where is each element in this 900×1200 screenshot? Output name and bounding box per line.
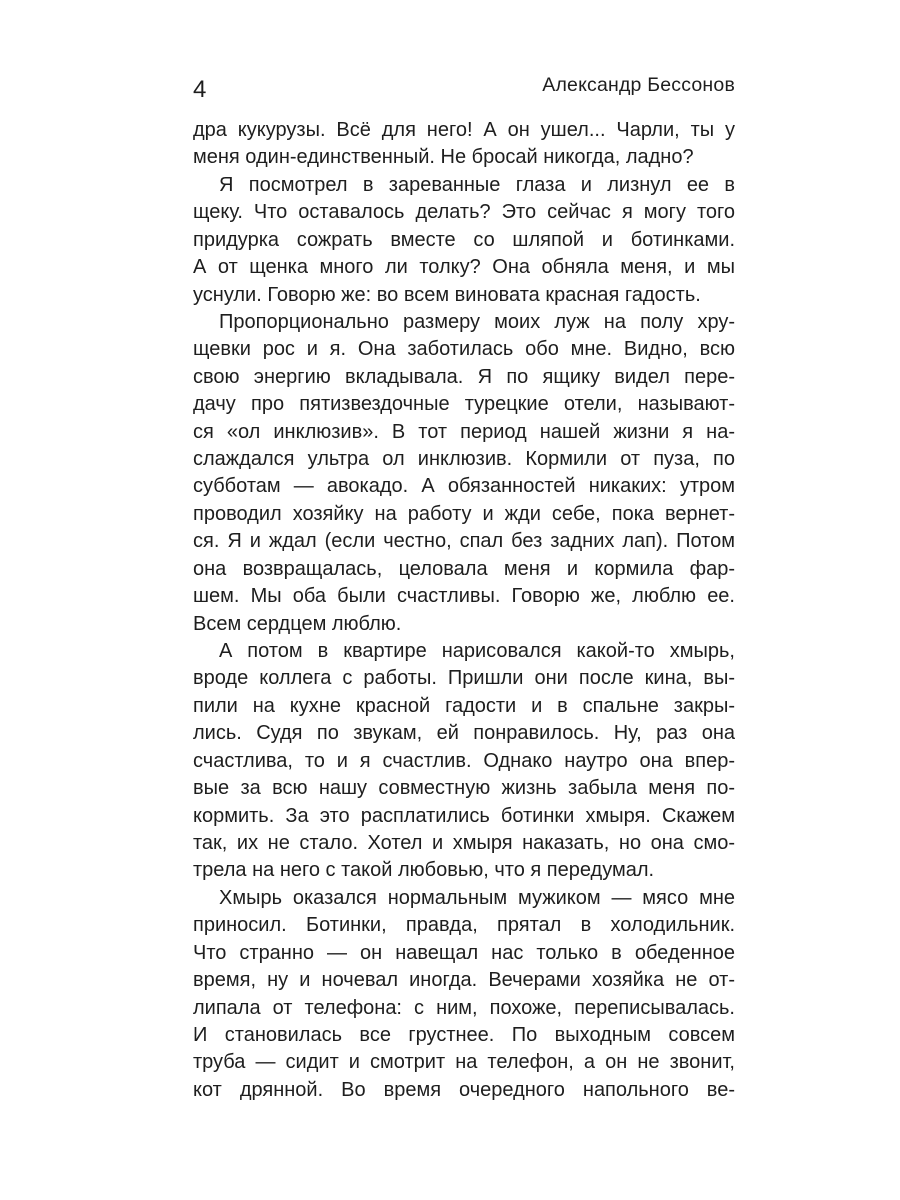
text-line: щевки рос и я. Она заботилась обо мне. Видно, всю xyxy=(193,338,735,361)
text-line: счастлива, то и я счастлив. Однако наутро она впер- xyxy=(193,749,735,772)
text-line: А потом в квартире нарисовался какой-то хмырь, xyxy=(219,640,735,663)
text-line: И становилась все грустнее. По выходным совсем xyxy=(193,1023,735,1046)
paragraph xyxy=(193,309,735,638)
text-line: она возвращалась, целовала меня и кормила фар- xyxy=(193,557,735,580)
text-line: ся. Я и ждал (если честно, спал без задних лап). Потом xyxy=(193,530,735,553)
text-line: кормить. За это расплатились ботинки хмыря. Скажем xyxy=(193,804,735,827)
text-line: уснули. Говорю же: во всем виновата красная гадость. xyxy=(193,283,701,306)
text-line: слаждался ультра ол инклюзив. Кормили от пуза, по xyxy=(193,448,735,471)
text-line: придурка сожрать вместе со шляпой и ботинками. xyxy=(193,228,735,251)
text-line: лись. Судя по звукам, ей понравилось. Ну, раз она xyxy=(193,722,735,745)
text-line: приносил. Ботинки, правда, прятал в холодильник. xyxy=(193,914,735,937)
page-number: 4 xyxy=(193,76,207,103)
text-line: Что странно — он навещал нас только в обеденное xyxy=(193,941,735,964)
text-line: меня один-единственный. Не бросай никогда, ладно? xyxy=(193,146,694,169)
body-text xyxy=(193,117,735,1104)
text-line: трела на него с такой любовью, что я передумал. xyxy=(193,859,655,882)
text-line: шем. Мы оба были счастливы. Говорю же, люблю ее. xyxy=(193,585,735,608)
paragraph xyxy=(193,117,735,172)
text-line: свою энергию вкладывала. Я по ящику видел пере- xyxy=(193,365,735,388)
paragraph xyxy=(193,172,735,309)
text-line: щеку. Что оставалось делать? Это сейчас я могу того xyxy=(193,201,735,224)
paragraph xyxy=(193,885,735,1104)
text-line: А от щенка много ли толку? Она обняла меня, и мы xyxy=(193,256,735,279)
text-line: вые за всю нашу совместную жизнь забыла меня по- xyxy=(193,777,735,800)
text-line: Всем сердцем люблю. xyxy=(193,612,402,635)
text-line: субботам — авокадо. А обязанностей никаких: утром xyxy=(193,475,735,498)
text-line: Хмырь оказался нормальным мужиком — мясо мне xyxy=(219,886,735,909)
text-line: кот дрянной. Во время очередного напольного ве- xyxy=(193,1078,735,1101)
text-line: дра кукурузы. Всё для него! А он ушел... Чарли, ты у xyxy=(193,119,735,141)
text-line: ся «ол инклюзив». В тот период нашей жизни я на- xyxy=(193,420,735,443)
text-line: дачу про пятизвездочные турецкие отели, называют- xyxy=(193,393,735,416)
text-line: Я посмотрел в зареванные глаза и лизнул ее в xyxy=(219,173,735,196)
text-line: так, их не стало. Хотел и хмыря наказать, но она смо- xyxy=(193,831,735,854)
running-head-author: Александр Бессонов xyxy=(542,74,735,96)
text-line: проводил хозяйку на работу и жди себе, пока вернет- xyxy=(193,502,735,525)
text-line: липала от телефона: с ним, похоже, переписывалась. xyxy=(193,996,735,1019)
text-line: пили на кухне красной гадости и в спальне закры- xyxy=(193,694,735,717)
text-line: труба — сидит и смотрит на телефон, а он не звонит, xyxy=(193,1051,735,1074)
text-line: вроде коллега с работы. Пришли они после кина, вы- xyxy=(193,667,735,690)
paragraph xyxy=(193,638,735,885)
text-line: Пропорционально размеру моих луж на полу хру- xyxy=(219,310,735,333)
text-line: время, ну и ночевал иногда. Вечерами хозяйка не от- xyxy=(193,969,735,992)
